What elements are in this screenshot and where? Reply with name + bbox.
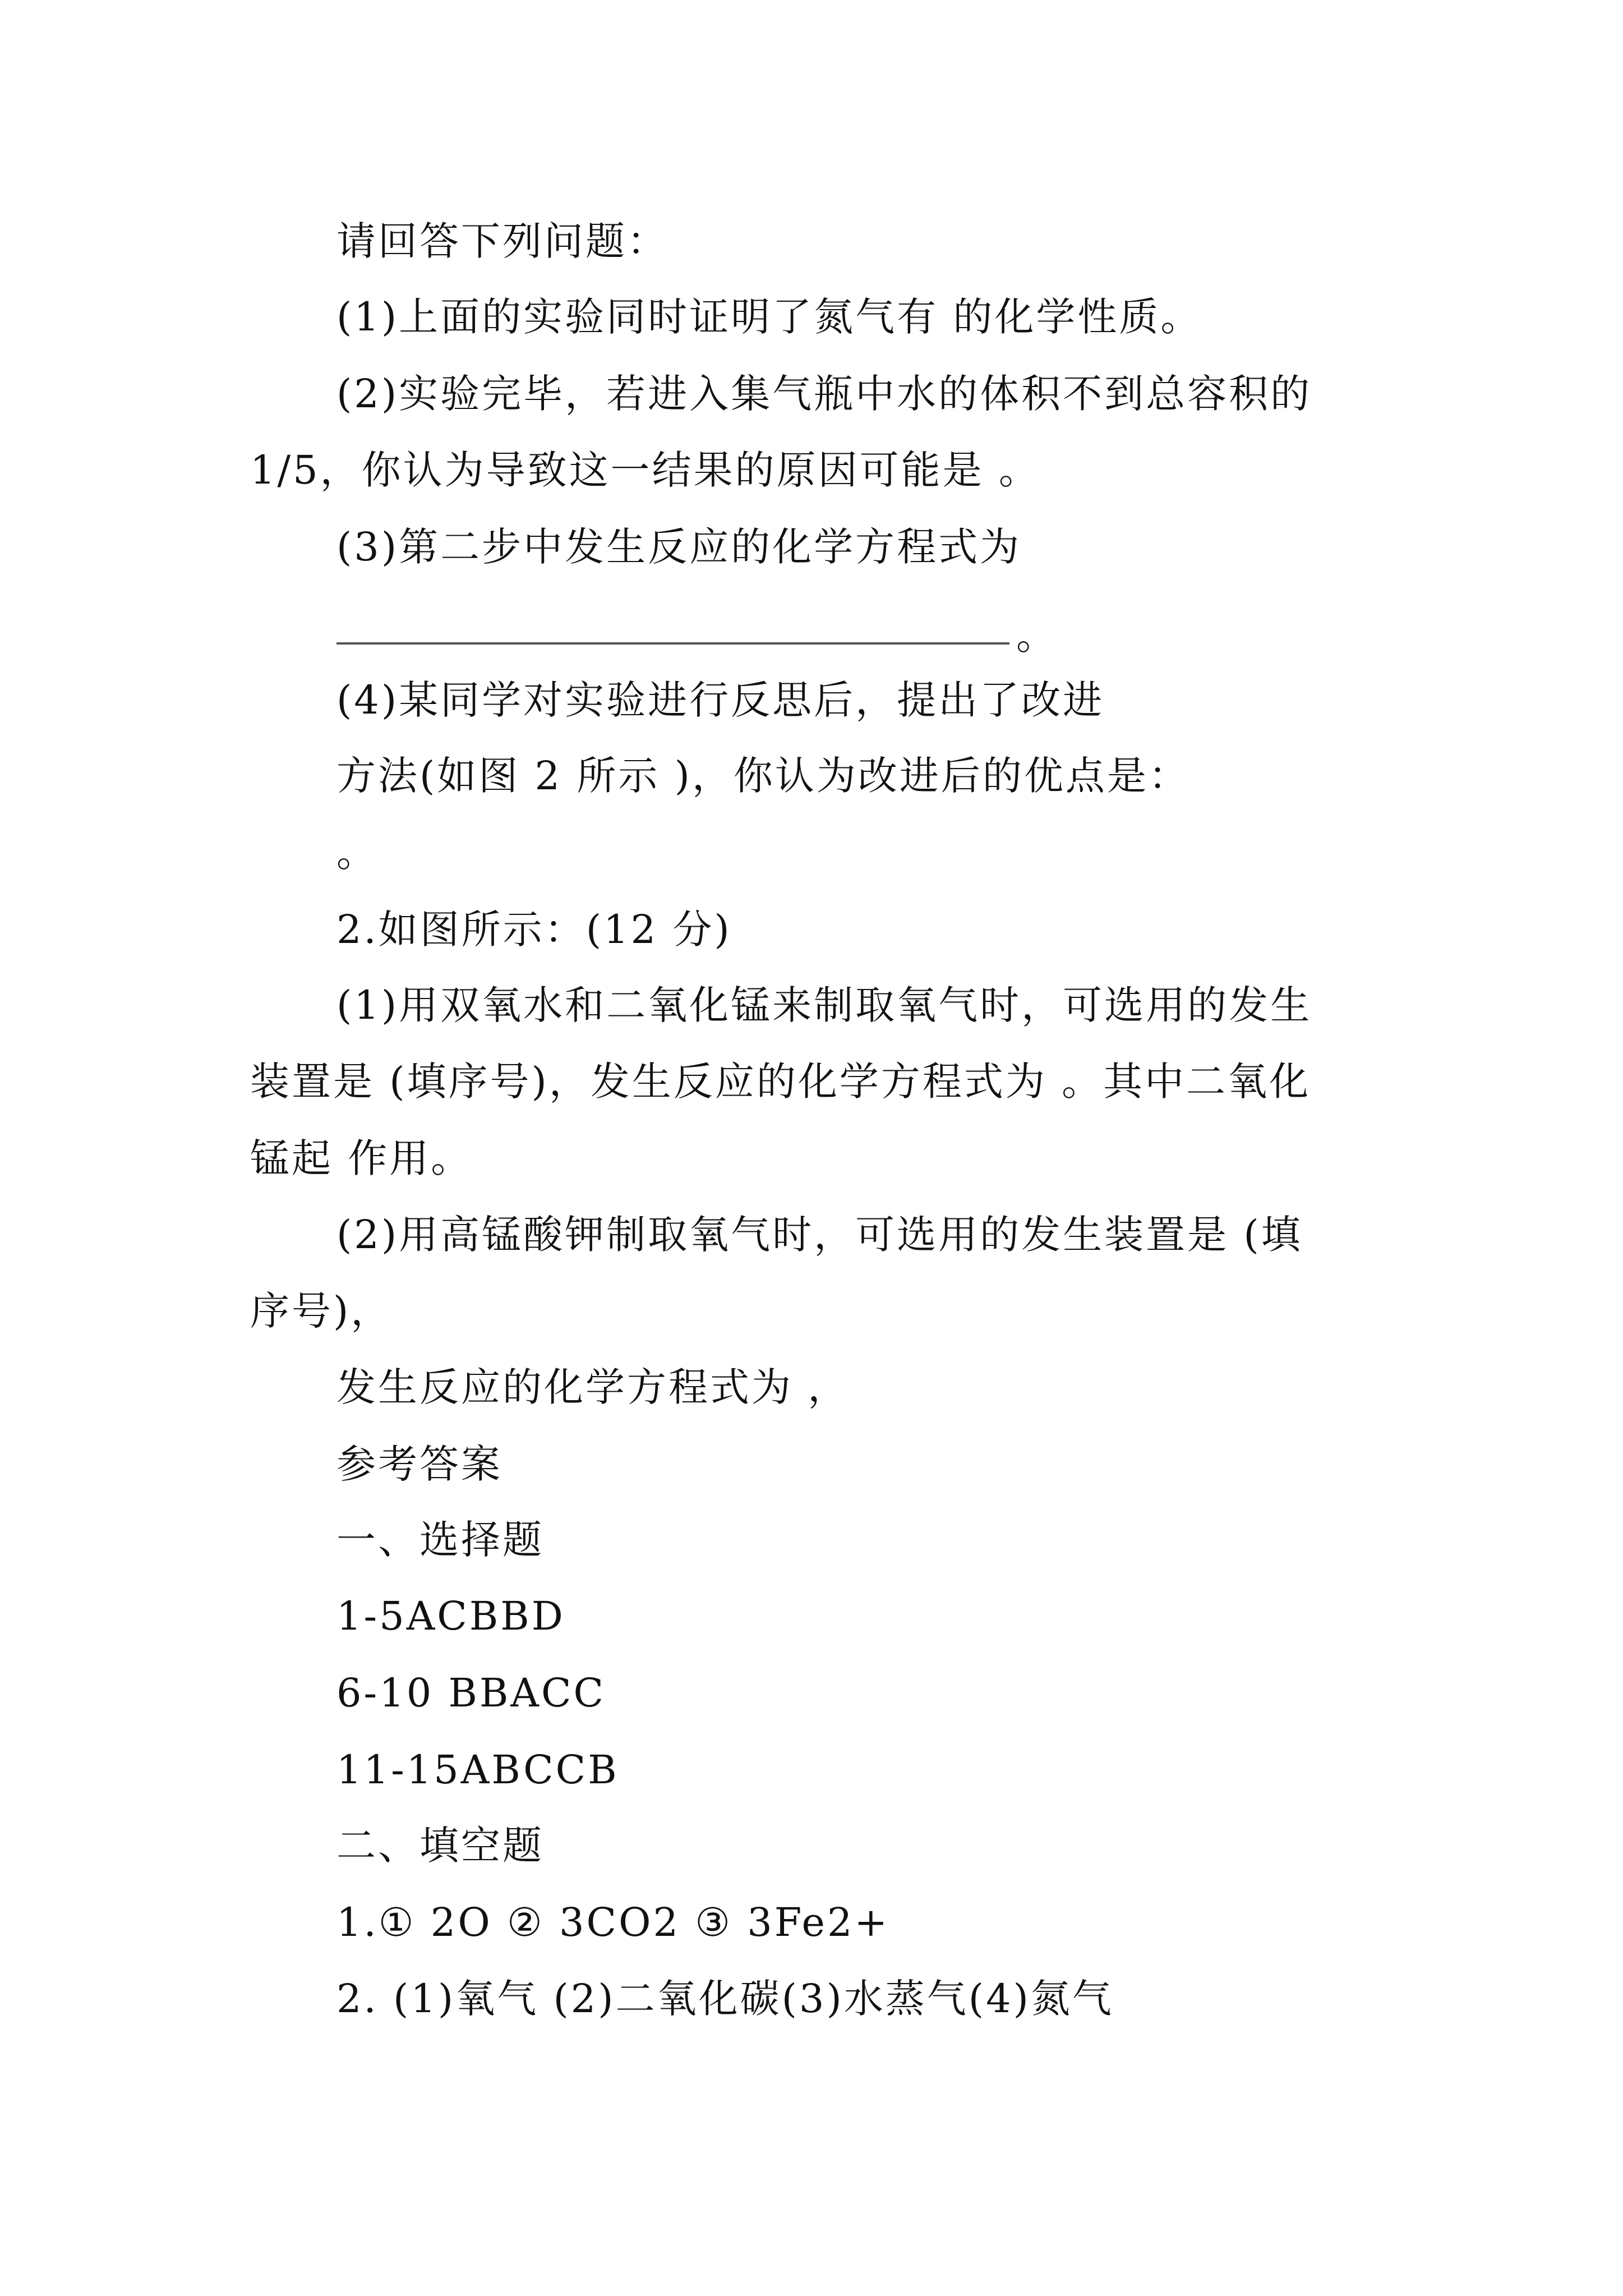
answers-11-15: 11-15ABCCB — [336, 1747, 619, 1793]
fill-blank-heading: 二、填空题 — [336, 1823, 544, 1869]
question-prompt: 请回答下列问题： — [336, 218, 668, 264]
question-2-1: (1)用双氧水和二氧化锰来制取氧气时，可选用的发生 — [336, 982, 1312, 1028]
question-2-heading: 2.如图所示：(12 分) — [336, 907, 732, 953]
question-2-2: (2)用高锰酸钾制取氧气时，可选用的发生装置是 (填 — [336, 1212, 1303, 1258]
question-2-1-continued: 装置是 (填序号)，发生反应的化学方程式为 。其中二氧化 — [250, 1059, 1311, 1105]
question-1-3: (3)第二步中发生反应的化学方程式为 — [336, 524, 1022, 570]
question-2-2-continued: 序号)， — [250, 1288, 393, 1334]
answer-blank-line — [336, 642, 1009, 645]
question-1-2: (2)实验完毕，若进入集气瓶中水的体积不到总容积的 — [336, 371, 1312, 417]
question-1-2-continued: 1/5，你认为导致这一结果的原因可能是 。 — [250, 447, 1040, 493]
question-1-4-period: 。 — [336, 830, 378, 876]
question-1-4-continued: 方法(如图 2 所示 )，你认为改进后的优点是： — [336, 753, 1190, 799]
question-2-1-end: 锰起 作用。 — [250, 1135, 473, 1181]
answer-key-heading: 参考答案 — [336, 1441, 502, 1487]
question-1-1: (1)上面的实验同时证明了氮气有 的化学性质。 — [336, 294, 1202, 340]
fill-blank-answer-1: 1.① 2O ② 3CO2 ③ 3Fe2+ — [336, 1899, 890, 1945]
answers-6-10: 6-10 BBACC — [336, 1670, 606, 1716]
question-1-4: (4)某同学对实验进行反思后，提出了改进 — [336, 677, 1105, 723]
answer-blank-period: 。 — [1016, 613, 1055, 659]
question-2-2-equation: 发生反应的化学方程式为 ， — [336, 1364, 850, 1410]
fill-blank-answer-2: 2. (1)氧气 (2)二氧化碳(3)水蒸气(4)氮气 — [336, 1976, 1114, 2022]
multiple-choice-heading: 一、选择题 — [336, 1517, 544, 1563]
answers-1-5: 1-5ACBBD — [336, 1593, 565, 1639]
